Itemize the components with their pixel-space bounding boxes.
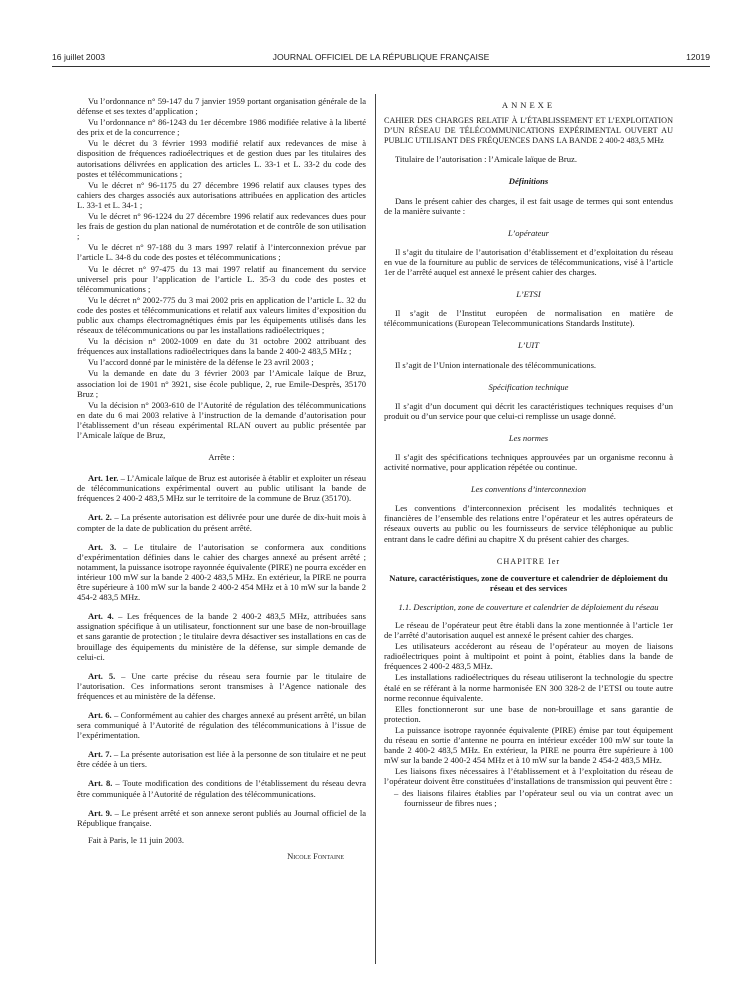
article-label: Art. 6.: [88, 709, 112, 720]
article-paragraph: [77, 611, 366, 661]
visa-paragraph: Vu le décret n° 96-1175 du 27 décembre 1996 relatif aux clauses types des cahiers des charges associés aux autorisations attribuées en application des articles L. 33-1 et L. 34-1 ;: [77, 179, 366, 210]
article-paragraph: [77, 778, 366, 798]
article-text: – L’Amicale laïque de Bruz est autorisée à établir et exploiter un réseau de télécommunications expérimental ouvert au public utilisant la bande de fréquences 2 400-2 483,5 MHz sur le territoire de la commune de Bruz (35170).: [77, 473, 366, 504]
article-label: Art. 4.: [88, 611, 114, 622]
article-label: Art. 2.: [88, 512, 112, 523]
header-rule: [52, 66, 710, 67]
article-paragraph: [77, 671, 366, 701]
definition-term: L’ETSI: [516, 289, 541, 300]
article-paragraph: [77, 542, 366, 603]
left-column: [77, 96, 366, 982]
visa-paragraph: Vu le décret n° 97-475 du 13 mai 1997 relatif au financement du service universel pris pour l’application de l’article L. 35-3 du code des postes et télécommunications ;: [77, 263, 366, 294]
article-label: Art. 9.: [88, 807, 112, 818]
definition-text: Il s’agit d’un document qui décrit les caractéristiques techniques requises d’un produit ou d’un service pour que celui-ci remplisse un usage donné.: [384, 400, 673, 421]
definition-text: Il s’agit des spécifications techniques approuvées par un organisme reconnu à activité normative, pour application répétée ou continue.: [384, 451, 673, 473]
section-title: 1.1. Description, zone de couverture et calendrier de déploiement du réseau: [398, 601, 659, 612]
cahier-title: CAHIER DES CHARGES RELATIF À L’ÉTABLISSEMENT ET L’EXPLOITATION D’UN RÉSEAU DE TÉLÉCOMMUNICATIONS EXPÉRIMENTAL OUVERT AU PUBLIC UTILISANT DES FRÉQUENCES DANS LA BANDE 2 400-2 483,5 MHz: [384, 116, 673, 146]
article-text: – Toute modification des conditions de l’établissement du réseau devra être communiquée à l’Autorité de régulation des télécommunications.: [77, 778, 366, 799]
body-paragraph: La puissance isotrope rayonnée équivalente (PIRE) émise par tout équipement du réseau en sortie d’antenne ne pourra en intérieur excéder 100 mW sur toute la bande 2 400-2 483,5 MHz. En extérieur, la PIRE ne pourra être supérieure à 100 mW sur la bande 2 400-2 454 MHz et à 10 mW sur la bande 2 454-2 483,5 MHz.: [384, 724, 673, 766]
article-text: – Conformément au cahier des charges annexé au présent arrêté, un bilan sera communiqué à l’Autorité de régulation des télécommunications à l’issue de l’expérimentation.: [77, 709, 366, 741]
definition-term: L’UIT: [517, 340, 540, 351]
definition-term: Les conventions d’interconnexion: [470, 484, 587, 495]
body-paragraph: Le réseau de l’opérateur peut être établi dans la zone mentionnée à l’article 1er de l’arrêté d’autorisation auquel est annexé le présent cahier des charges.: [384, 620, 673, 641]
visa-paragraph: Vu la décision n° 2003-610 de l’Autorité de régulation des télécommunications en date du 6 mai 2003 relative à l’instruction de la demande d’autorisation pour l’établissement d’un réseau expérimental RLAN ouvert au public présentée par l’Amicale laïque de Bruz,: [77, 399, 366, 440]
annex-title: ANNEXE: [501, 100, 556, 110]
visa-paragraph: Vu le décret n° 2002-775 du 3 mai 2002 pris en application de l’article L. 32 du code des postes et télécommunications et relatif aux valeurs limites d’exposition du public aux champs électromagnétiques émis par les équipements utilisés dans les réseaux de télécommunications ou par les installations radioélectriques ;: [77, 294, 366, 336]
arrete-heading: Arrête :: [208, 452, 235, 463]
article-text: – Les fréquences de la bande 2 400-2 483,5 MHz, attribuées sans assignation spécifique à un utilisateur, fonctionnent sur une base de non-brouillage et sans garantie de protection ; le titulaire devra désactiver ses installations en cas de brouillage des équipements du ministère de la défense, sur simple demande de celui-ci.: [77, 611, 366, 662]
definition-text: Les conventions d’interconnexion précisent les modalités techniques et financières de l’ensemble des relations entre l’opérateur et les autres opérateurs de réseaux ouverts au public ou les fournisseurs de service téléphonique au public entrant dans le cadre défini au chapitre X du présent cahier des charges.: [384, 503, 673, 544]
article-label: Art. 3.: [88, 541, 117, 552]
article-label: Art. 1er.: [88, 473, 119, 484]
definitions-heading: Définitions: [508, 176, 549, 187]
visa-paragraph: Vu le décret n° 97-188 du 3 mars 1997 relatif à l’interconnexion prévue par l’article L. 34-8 du code des postes et télécommunications ;: [77, 242, 366, 263]
article-paragraph: [77, 808, 366, 828]
article-label: Art. 8.: [88, 778, 113, 789]
definition-term: Spécification technique: [488, 381, 569, 392]
definition-text: Il s’agit de l’Union internationale des télécommunications.: [395, 359, 597, 370]
article-text: – La présente autorisation est liée à la personne de son titulaire et ne peut être cédée à un tiers.: [77, 749, 366, 770]
visa-paragraph: Vu la décision n° 2002-1009 en date du 31 octobre 2002 attribuant des fréquences aux installations radioélectriques dans la bande 2 400-2 483,5 MHz ;: [77, 336, 366, 357]
article-label: Art. 5.: [88, 670, 116, 681]
header-page-number: 12019: [686, 52, 710, 62]
visa-paragraph: Vu la demande en date du 3 février 2003 par l’Amicale laïque de Bruz, association loi de 1901 n° 3921, sise école publique, 2, rue Emile-Desprès, 35170 Bruz ;: [77, 368, 366, 399]
signature-date: Fait à Paris, le 11 juin 2003.: [88, 834, 185, 845]
visa-paragraph: Vu le décret n° 96-1224 du 27 décembre 1996 relatif aux redevances dues pour les frais de gestion du plan national de numérotation et de contrôle de son utilisation ;: [77, 211, 366, 242]
header-date: 16 juillet 2003: [52, 52, 106, 62]
article-paragraph: [77, 512, 366, 532]
visa-paragraph: Vu le décret du 3 février 1993 modifié relatif aux redevances de mise à disposition de fréquences radioélectriques et de gestion dues par les titulaires des autorisations délivrées en application des articles L. 33-1 et L. 33-2 du code des postes et télécommunications ;: [77, 138, 366, 179]
article-text: – Le titulaire de l’autorisation se conformera aux conditions d’expérimentation définies dans le cahier des charges annexé au présent arrêté ; notamment, la puissance isotrope rayonnée équivalente (PIRE) ne pourra excéder en intérieur 100 mW sur la bande 2 400-2 483,5 MHz. En extérieur, la PIRE ne pourra être supérieure à 100 mW sur la bande 2 400-2 454 MHz et à 10 mW sur la bande 2 454-2 483,5 MHz.: [77, 541, 366, 603]
header-journal-title: JOURNAL OFFICIEL DE LA RÉPUBLIQUE FRANÇAISE: [272, 52, 490, 62]
definition-term: Les normes: [508, 432, 549, 443]
article-paragraph: [77, 749, 366, 769]
titulaire-line: Titulaire de l’autorisation : l’Amicale laïque de Bruz.: [395, 154, 577, 165]
visa-paragraph: Vu l’accord donné par le ministère de la défense le 23 avril 2003 ;: [88, 357, 314, 368]
article-text: – Une carte précise du réseau sera fournie par le titulaire de l’autorisation. Ces informations seront transmises à l’Agence nationale des fréquences et au ministère de la défense.: [77, 670, 366, 701]
body-paragraph: Elles fonctionneront sur une base de non-brouillage et sans garantie de protection.: [384, 703, 673, 724]
body-paragraph: Les utilisateurs accéderont au réseau de l’opérateur au moyen de liaisons radioélectriques point à multipoint et point à point, établies dans la bande de fréquences 2 400-2 483,5 MHz.: [384, 641, 673, 672]
visa-paragraph: Vu l’ordonnance n° 59-147 du 7 janvier 1959 portant organisation générale de la défense et ses textes d’application ;: [77, 96, 366, 117]
chapter-title: Nature, caractéristiques, zone de couverture et calendrier de déploiement du réseau et des services: [389, 572, 668, 593]
article-paragraph: [77, 710, 366, 740]
article-label: Art. 7.: [88, 749, 112, 760]
chapter-heading: CHAPITRE Ier: [496, 556, 561, 566]
article-text: – Le présent arrêté et son annexe seront publiés au Journal officiel de la République française.: [77, 807, 366, 828]
dash-list-item: – des liaisons filaires établies par l’opérateur seul ou via un contrat avec un fournisseur de fibres nues ;: [394, 787, 673, 808]
definitions-intro: Dans le présent cahier des charges, il est fait usage de termes qui sont entendus de la manière suivante :: [384, 195, 673, 216]
article-text: – La présente autorisation est délivrée pour une durée de dix-huit mois à compter de la date de publication du présent arrêté.: [77, 512, 366, 533]
signature-name: Nicole Fontaine: [287, 850, 344, 861]
definition-term: L’opérateur: [508, 227, 549, 238]
definition-text: Il s’agit du titulaire de l’autorisation d’établissement et d’exploitation du réseau en vue de la fourniture au public de services de télécommunications, visé à l’article 1er de l’arrêté auquel est annexé le présent cahier des charges.: [384, 246, 673, 278]
right-column: [384, 96, 673, 982]
visa-paragraph: Vu l’ordonnance n° 86-1243 du 1er décembre 1986 modifiée relative à la liberté des prix et de la concurrence ;: [77, 117, 366, 138]
column-divider: [375, 94, 376, 964]
body-paragraph: Les liaisons fixes nécessaires à l’établissement et à l’exploitation du réseau de l’opérateur doivent être constituées d’installations de transmission qui peuvent être :: [384, 766, 673, 787]
definition-text: Il s’agit de l’Institut européen de normalisation en matière de télécommunications (European Telecommunications Standards Institute).: [384, 308, 673, 329]
article-paragraph: [77, 473, 366, 503]
body-paragraph: Les installations radioélectriques du réseau utiliseront la technologie du spectre étalé en se référant à la norme harmonisée EN 300 328-2 de l’ETSI ou toute autre norme reconnue équivalente.: [384, 672, 673, 703]
